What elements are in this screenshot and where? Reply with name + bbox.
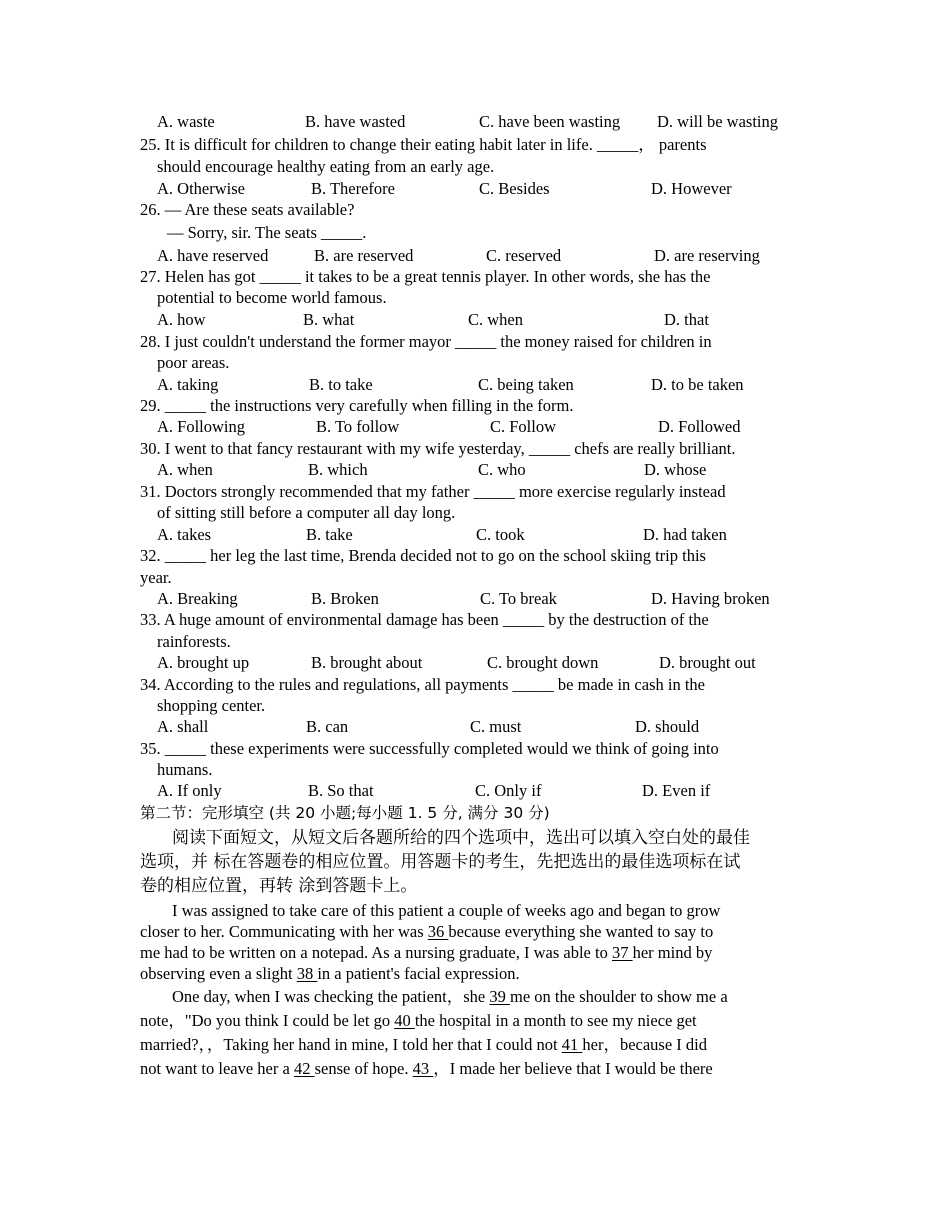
option-b: B. have wasted bbox=[305, 112, 406, 131]
option-d: D. to be taken bbox=[651, 375, 744, 394]
option-b: B. So that bbox=[308, 781, 374, 800]
option-a: A. Otherwise bbox=[157, 179, 245, 198]
option-a: A. brought up bbox=[157, 653, 250, 672]
option-a: A. how bbox=[157, 310, 206, 329]
text-segment: married?，，Taking her hand in mine, I told her that I could not bbox=[140, 1035, 562, 1054]
option-b: B. are reserved bbox=[314, 246, 414, 265]
blank-39: 39 bbox=[489, 987, 510, 1006]
text-segment: because everything she wanted to say to bbox=[448, 922, 714, 941]
q34-stem-line1: 34. According to the rules and regulations, all payments _____ be made in cash in the bbox=[140, 675, 705, 694]
q27-stem-line1: 27. Helen has got _____ it takes to be a great tennis player. In other words, she has the bbox=[140, 267, 711, 286]
passage-p2-line3 bbox=[140, 1035, 707, 1055]
q25-stem-line2: should encourage healthy eating from an early age. bbox=[157, 157, 495, 176]
option-b: B. can bbox=[306, 717, 349, 736]
option-d: D. are reserving bbox=[654, 246, 760, 265]
option-d: D. Even if bbox=[642, 781, 711, 800]
passage-p2-line2 bbox=[140, 1011, 697, 1031]
q27-stem-line2: potential to become world famous. bbox=[157, 288, 387, 307]
instructions-line1: 阅读下面短文，从短文后各题所给的四个选项中，选出可以填入空白处的最佳 bbox=[172, 828, 750, 848]
passage-p1-line4 bbox=[140, 964, 520, 984]
q30-stem-line1: 30. I went to that fancy restaurant with my wife yesterday, _____ chefs are really brilliant. bbox=[140, 439, 736, 458]
q29-stem-line1: 29. _____ the instructions very carefully when filling in the form. bbox=[140, 396, 574, 415]
option-a: A. If only bbox=[157, 781, 222, 800]
option-b: B. brought about bbox=[311, 653, 423, 672]
option-a: A. waste bbox=[157, 112, 215, 131]
instructions-line3: 卷的相应位置，再转 涂到答题卡上。 bbox=[140, 876, 418, 896]
option-c: C. Follow bbox=[490, 417, 557, 436]
blank-40: 40 bbox=[394, 1011, 415, 1030]
option-b: B. Broken bbox=[311, 589, 379, 608]
q34-stem-line2: shopping center. bbox=[157, 696, 266, 715]
blank-43: 43 bbox=[412, 1059, 434, 1078]
text-segment: her mind by bbox=[632, 943, 713, 962]
text-segment: her，because I did bbox=[582, 1035, 708, 1054]
option-d: D. had taken bbox=[643, 525, 727, 544]
q32-stem-line2: year. bbox=[140, 568, 172, 587]
option-b: B. to take bbox=[309, 375, 373, 394]
blank-37: 37 bbox=[611, 943, 633, 962]
option-b: B. Therefore bbox=[311, 179, 395, 198]
option-c: C. Only if bbox=[475, 781, 542, 800]
text-segment: sense of hope. bbox=[314, 1059, 413, 1078]
blank-36: 36 bbox=[427, 922, 449, 941]
option-c: C. have been wasting bbox=[479, 112, 621, 131]
q26-stem-line2: — Sorry, sir. The seats _____. bbox=[167, 223, 367, 242]
option-a: A. Following bbox=[157, 417, 246, 436]
text-segment: in a patient's facial expression. bbox=[317, 964, 520, 983]
q31-stem-line1: 31. Doctors strongly recommended that my father _____ more exercise regularly instead bbox=[140, 482, 726, 501]
option-a: A. when bbox=[157, 460, 213, 479]
q25-stem-line1: 25. It is difficult for children to change their eating habit later in life. _____， parents bbox=[140, 135, 707, 154]
text-segment: note，"Do you think I could be let go bbox=[140, 1011, 395, 1030]
passage-p1-line1: I was assigned to take care of this patient a couple of weeks ago and began to grow bbox=[172, 901, 721, 920]
text-segment: not want to leave her a bbox=[140, 1059, 294, 1078]
q26-stem-line1: 26. — Are these seats available? bbox=[140, 200, 355, 219]
option-d: D. that bbox=[664, 310, 709, 329]
blank-38: 38 bbox=[296, 964, 318, 983]
q35-stem-line2: humans. bbox=[157, 760, 213, 779]
option-c: C. To break bbox=[480, 589, 557, 608]
q33-stem-line2: rainforests. bbox=[157, 632, 231, 651]
option-d: D. will be wasting bbox=[657, 112, 778, 131]
section-heading: 第二节：完形填空 (共 20 小题;每小题 1. 5 分, 满分 30 分) bbox=[140, 804, 550, 822]
option-c: C. must bbox=[470, 717, 522, 736]
q28-stem-line2: poor areas. bbox=[157, 353, 230, 372]
passage-p1-line3 bbox=[140, 943, 712, 963]
option-a: A. taking bbox=[157, 375, 219, 394]
option-a: A. shall bbox=[157, 717, 209, 736]
option-b: B. which bbox=[308, 460, 368, 479]
text-segment: closer to her. Communicating with her was bbox=[140, 922, 428, 941]
passage-p2-line1 bbox=[172, 987, 728, 1007]
option-c: C. reserved bbox=[486, 246, 562, 265]
q28-stem-line1: 28. I just couldn't understand the former mayor _____ the money raised for children in bbox=[140, 332, 712, 351]
text-segment: observing even a slight bbox=[140, 964, 297, 983]
text-segment: the hospital in a month to see my niece get bbox=[414, 1011, 697, 1030]
q35-stem-line1: 35. _____ these experiments were successfully completed would we think of going into bbox=[140, 739, 719, 758]
text-segment: ，I made her believe that I would be there bbox=[433, 1059, 713, 1078]
blank-41: 41 bbox=[561, 1035, 583, 1054]
q31-stem-line2: of sitting still before a computer all day long. bbox=[157, 503, 456, 522]
option-a: A. takes bbox=[157, 525, 212, 544]
option-d: D. brought out bbox=[659, 653, 756, 672]
text-segment: me had to be written on a notepad. As a nursing graduate, I was able to bbox=[140, 943, 612, 962]
option-d: D. However bbox=[651, 179, 732, 198]
q32-stem-line1: 32. _____ her leg the last time, Brenda decided not to go on the school skiing trip this bbox=[140, 546, 706, 565]
option-b: B. take bbox=[306, 525, 353, 544]
option-c: C. when bbox=[468, 310, 523, 329]
option-d: D. whose bbox=[644, 460, 707, 479]
passage-p1-line2 bbox=[140, 922, 713, 942]
blank-42: 42 bbox=[293, 1059, 315, 1078]
q33-stem-line1: 33. A huge amount of environmental damage has been _____ by the destruction of the bbox=[140, 610, 709, 629]
option-c: C. who bbox=[478, 460, 526, 479]
instructions-line2: 选项，并 标在答题卷的相应位置。用答题卡的考生，先把选出的最佳选项标在试 bbox=[140, 852, 741, 872]
option-d: D. should bbox=[635, 717, 700, 736]
option-c: C. Besides bbox=[479, 179, 550, 198]
text-segment: One day, when I was checking the patient，she bbox=[172, 987, 490, 1006]
option-a: A. Breaking bbox=[157, 589, 238, 608]
option-d: D. Having broken bbox=[651, 589, 770, 608]
option-c: C. took bbox=[476, 525, 525, 544]
option-b: B. To follow bbox=[316, 417, 400, 436]
option-c: C. brought down bbox=[487, 653, 599, 672]
option-c: C. being taken bbox=[478, 375, 574, 394]
option-b: B. what bbox=[303, 310, 355, 329]
option-d: D. Followed bbox=[658, 417, 741, 436]
option-a: A. have reserved bbox=[157, 246, 269, 265]
text-segment: me on the shoulder to show me a bbox=[510, 987, 728, 1006]
passage-p2-line4 bbox=[140, 1059, 713, 1079]
